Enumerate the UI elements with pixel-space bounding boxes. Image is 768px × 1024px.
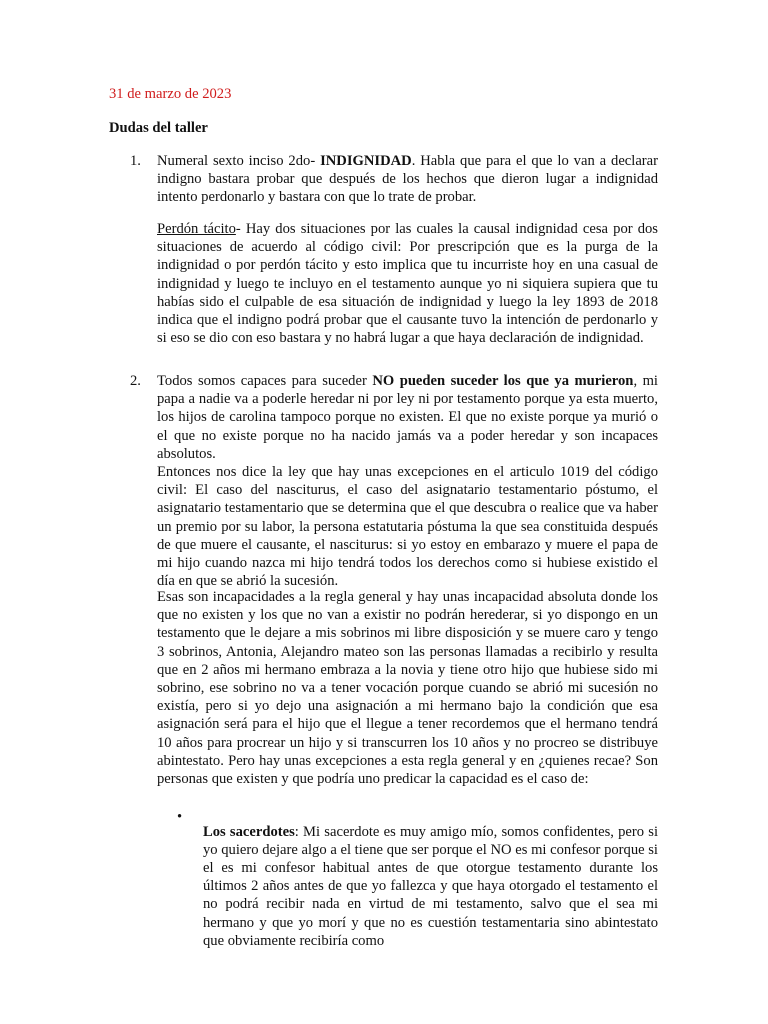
item1-pre: Numeral sexto inciso 2do- (157, 153, 321, 169)
item2-bold: NO pueden suceder los que ya murieron (372, 373, 634, 389)
incapacidades-paragraph: Esas son incapacidades a la regla general y hay unas incapacidad absoluta donde los que no existen y los que no van a existir no podrán herederar, si yo dispongo en un testamento que le dejare a mis sobrinos mi libre disposición y se muere caro y tengo 3 sobrinos, Antonia, Alejandro mateo son las personas llamadas a recibirlo y resulta que en 2 años mi hermano embraza a la novia y tiene otro hijo que hubiese sido mi sobrino, ese sobrino no va a tener vocación porque cuando se abrió mi sucesión no existía, pero si yo dejo una asignación a mi hermano bajo la condición que esa asignación será para el hijo que el llegue a tener recordemos que el hermano tendrá 10 años para procrear un hijo y si transcurren los 10 años y no procreo se distribuye abintestato. Pero hay unas excepciones a esta regla general y en ¿quienes recae? Son personas que existen y que podría uno predicar la capacidad es el caso de: (157, 589, 658, 788)
item2-post: , mi papa a nadie va a poderle heredar ni por ley ni por testamento porque ya esta muerto, los hijos de carolina tampoco porque no existen. El que no existe porque ya murió o el que no existe porque no ha nacido jamás va a poder heredar y son incapaces absolutos. (157, 373, 658, 462)
bullet-paragraph (203, 823, 658, 950)
perdon-label: Perdón tácito (157, 221, 236, 237)
bullet-text: : Mi sacerdote es muy amigo mío, somos confidentes, pero si yo quiero dejare algo a el tiene que ser porque el NO es mi confesor porque si el es mi confesor habitual antes de que otorgue testamento durante los últimos 2 años antes de que yo fallezca y que haya otorgado el testamento el no podrá recibir nada en virtud de mi testamento, salvo que el sea mi hermano y que yo morí y que no es cuestión testamentaria sino abintestato que obviamente recibiría como (203, 823, 659, 949)
incapacidades-block (157, 588, 658, 788)
document-title: Dudas del taller (109, 120, 208, 136)
bullet-item-sacerdotes (203, 808, 658, 965)
item1-bold: INDIGNIDAD (320, 153, 412, 169)
list-number-1: 1. (130, 153, 141, 169)
perdon-tacito-block (157, 220, 658, 347)
item1-post: . Habla que para el que lo van a declarar indigno bastara probar que después de los hechos que dieron lugar a indignidad intento perdonarlo y bastara con que lo trate de probar. (157, 153, 658, 206)
list-item-1 (157, 152, 658, 207)
bullet-icon: • (177, 809, 183, 825)
list-number-2: 2. (130, 373, 141, 389)
item2-exceptions-paragraph: Entonces nos dice la ley que hay unas excepciones en el articulo 1019 del código civil: El caso del nasciturus, el caso del asignatario testamentario póstumo, el asignatario testamentario que se determina que el que descubra o realice que va haber un premio por su labor, la persona estatutaria póstuma la que sea constituida después de que muere el causante, el nasciturus: si yo estoy en embarazo y muere el papa de mi hijo cuando nazca mi hijo tendrá todos los derechos como si hubiese existido el día en que se abrió la sucesión. (157, 464, 658, 590)
item2-pre: Todos somos capaces para suceder (157, 373, 373, 389)
document-date: 31 de marzo de 2023 (109, 86, 232, 102)
item1-paragraph (157, 152, 658, 207)
list-item-2 (157, 372, 658, 590)
perdon-paragraph (157, 220, 658, 347)
bullet-bold: Los sacerdotes (203, 823, 295, 840)
perdon-text: - Hay dos situaciones por las cuales la causal indignidad cesa por dos situaciones de acuerdo al código civil: Por prescripción que es la purga de la indignidad o por perdón tácito y esto implica que tu incurriste hoy en una casual de indignidad y luego te incluyo en el testamento aunque yo ni siquiera supiera que tu habías sido el culpable de esa situación de indignidad y luego la ley 1893 de 2018 indica que el indigno podrá probar que el causante tuvo la intención de perdonarlo y si eso se dio con eso bastara y no habrá lugar a que haya declaración de indignidad. (157, 221, 658, 347)
item2-paragraph (157, 372, 658, 463)
